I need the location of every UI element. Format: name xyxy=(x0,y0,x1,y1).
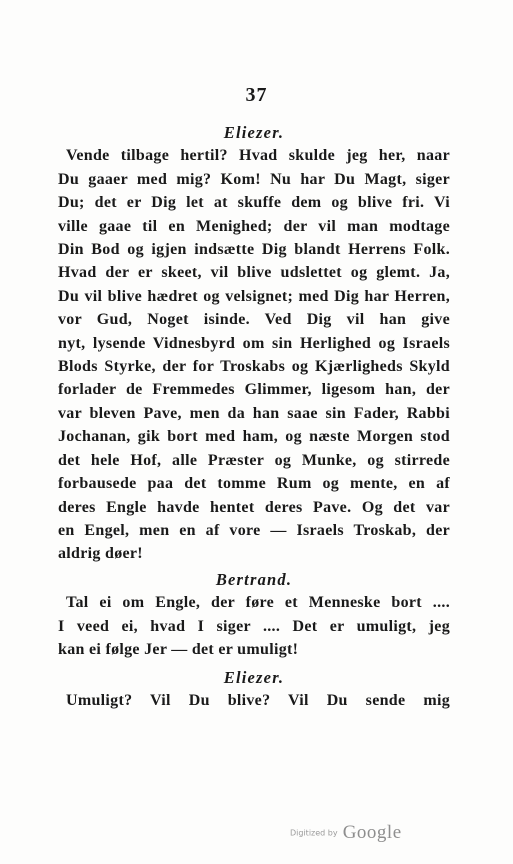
speech-block-bertrand xyxy=(58,568,450,662)
speaker-name: Bertrand. xyxy=(215,570,293,589)
text-line: Hvad der er skeet, vil blive udslettet og glemt. Ja, xyxy=(58,264,450,282)
text-line: Blods Styrke, der for Troskabs og Kjærligheds Skyld xyxy=(58,358,450,376)
text-line: en Engel, men en af vore — Israels Troskab, der xyxy=(58,521,450,539)
text-line: Vende tilbage hertil? Hvad skulde jeg her, naar xyxy=(66,147,450,165)
speaker-name: Eliezer. xyxy=(223,668,285,687)
text-line: deres Engle havde hentet deres Pave. Og det var xyxy=(58,498,450,516)
text-line: Du; det er Dig let at skuffe dem og blive fri. Vi xyxy=(58,194,450,212)
text-line: ville gaae til en Menighed; der vil man modtage xyxy=(58,217,450,235)
text-line: det hele Hof, alle Præster og Munke, og stirrede xyxy=(58,451,450,469)
text-line: var bleven Pave, men da han saae sin Fader, Rabbi xyxy=(58,404,450,422)
text-line: I veed ei, hvad I siger .... Det er umuligt, jeg xyxy=(58,617,450,635)
speech-block-eliezer-2 xyxy=(58,666,450,713)
google-logo: Google xyxy=(342,822,402,843)
text-line: aldrig døer! xyxy=(58,545,143,563)
text-line: Du gaaer med mig? Kom! Nu har Du Magt, siger xyxy=(58,170,450,188)
text-line: Umuligt? Vil Du blive? Vil Du sende mig xyxy=(66,692,450,710)
text-line: kan ei følge Jer — det er umuligt! xyxy=(58,641,299,659)
text-line: forlader de Fremmedes Glimmer, ligesom han, der xyxy=(58,381,450,399)
speech-block-eliezer-1 xyxy=(58,121,450,566)
digitized-label: Digitized by xyxy=(290,828,338,838)
text-line: Du vil blive hædret og velsignet; med Dig har Herren, xyxy=(58,287,450,305)
speaker-name: Eliezer. xyxy=(223,123,285,142)
text-line: Tal ei om Engle, der føre et Menneske bort .... xyxy=(66,594,450,612)
text-line: forbausede paa det tomme Rum og mente, en af xyxy=(58,475,450,493)
text-line: Jochanan, gik bort med ham, og næste Morgen stod xyxy=(58,428,450,446)
page-number: 37 xyxy=(245,84,268,106)
text-line: Din Bod og igjen indsætte Dig blandt Herrens Folk. xyxy=(58,241,450,259)
text-line: vor Gud, Noget isinde. Ved Dig vil han give xyxy=(58,311,450,329)
digitized-by-google-watermark xyxy=(290,822,402,844)
text-line: nyt, lysende Vidnesbyrd om sin Herlighed og Israels xyxy=(58,334,450,352)
